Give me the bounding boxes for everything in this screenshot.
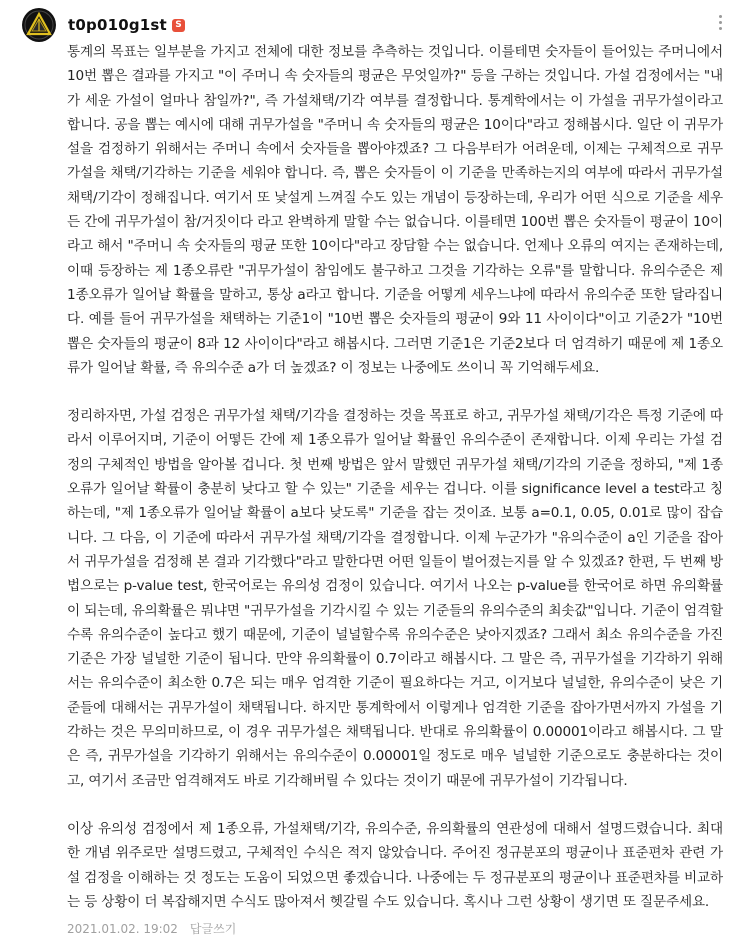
avatar[interactable] bbox=[22, 8, 56, 42]
comment-body bbox=[67, 40, 723, 937]
user-badge: S bbox=[172, 19, 185, 32]
comment-footer bbox=[67, 920, 723, 937]
comment-paragraph: 이상 유의성 검정에서 제 1종오류, 가설채택/기각, 유의수준, 유의확률의 연관성에 대해서 설명드렸습니다. 최대한 개념 위주로만 설명드렸고, 구체적인 수식은 적지 않았습니다. 주어진 정규분포의 평균이나 표준편차 관련 가설 검정을 이해하는 것 정도는 도움이 되었으면 좋겠습니다. 나중에는 두 정규분포의 평균이나 표준편차를 비교하는 등 상황이 더 복잡해지면 수식도 많아져서 헷갈릴 수도 있습니다. 혹시나 그런 상황이 생기면 또 질문주세요. bbox=[67, 820, 723, 910]
more-vertical-icon[interactable] bbox=[711, 10, 729, 34]
comment-header bbox=[22, 7, 185, 43]
triangle-emblem-icon bbox=[24, 10, 54, 40]
comment-paragraph: 통계의 목표는 일부분을 가지고 전체에 대한 정보를 추측하는 것입니다. 이를테면 숫자들이 들어있는 주머니에서 10번 뽑은 결과를 가지고 "이 주머니 속 숫자들의 평균은 무엇일까?" 등을 구하는 것입니다. 가설 검정에서는 "내가 세운 가설이 얼마나 참일까?", 즉 가설채택/기각 여부를 결정합니다. 통계학에서는 이 가설을 귀무가설이라고 합니다. 공을 뽑는 예시에 대해 귀무가설을 "주머니 속 숫자들의 평균은 10이다"라고 정해봅시다. 일단 이 귀무가설을 검정하기 위해서는 주머니 속에서 숫자들을 뽑아야겠죠? 그 다음부터가 어려운데, 이제는 구체적으로 귀무가설을 채택/기각하는 기준을 세워야 합니다. 즉, 뽑은 숫자들이 이 기준을 만족하는지의 여부에 따라서 귀무가설 채택/기각이 정해집니다. 여기서 또 낯설게 느껴질 수도 있는 개념이 등장하는데, 우리가 어떤 식으로 기준을 세우든 간에 귀무가설이 참/거짓이다 라고 완벽하게 말할 수는 없습니다. 이를테면 100번 뽑은 숫자들이 평균이 10이라고 해서 "주머니 속 숫자들의 평균 또한 10이다"라고 장담할 수는 없습니다. 언제나 오류의 여지는 존재하는데, 이때 등장하는 제 1종오류란 "귀무가설이 참임에도 불구하고 그것을 기각하는 오류"를 말합니다. 유의수준은 제 1종오류가 일어날 확률을 말하고, 통상 a라고 합니다. 기준을 어떻게 세우느냐에 따라서 유의수준 또한 달라집니다. 예를 들어 귀무가설을 채택하는 기준1이 "10번 뽑은 숫자들의 평균이 9와 11 사이이다"이고 기준2가 "10번 뽑은 숫자들의 평균이 8과 12 사이이다"라고 해봅시다. 그러면 기준1은 기준2보다 더 엄격하기 때문에 제 1종오류가 일어날 확률, 즉 유의수준 a가 더 높겠죠? 이 정보는 나중에도 쓰이니 꼭 기억해두세요. bbox=[67, 44, 723, 376]
comment-timestamp: 2021.01.02. 19:02 bbox=[67, 921, 178, 936]
reply-button[interactable]: 답글쓰기 bbox=[189, 922, 237, 937]
comment-paragraph: 정리하자면, 가설 검정은 귀무가설 채택/기각을 결정하는 것을 목표로 하고, 귀무가설 채택/기각은 특정 기준에 따라서 이루어지며, 기준이 어떻든 간에 제 1종오류가 일어날 확률인 유의수준이 존재합니다. 이제 우리는 가설 검정의 구체적인 방법을 알아볼 겁니다. 첫 번째 방법은 앞서 말했던 귀무가설 채택/기각의 기준을 정하되, "제 1종오류가 일어날 확률이 충분히 낮다고 할 수 있는" 기준을 세우는 겁니다. 이를 significance level a test라고 칭하는데, "제 1종오류가 일어날 확률이 a보다 낮도록" 기준을 잡는 것이죠. 보통 a=0.1, 0.05, 0.01로 많이 잡습니다. 그 다음, 이 기준에 따라서 귀무가설 채택/기각을 결정합니다. 이제 누군가가 "유의수준이 a인 기준을 잡아서 귀무가설을 검정해 본 결과 기각했다"라고 말한다면 어떤 일들이 벌어졌는지를 알 수 있겠죠? 한편, 두 번째 방법으로는 p-value test, 한국어로는 유의성 검정이 있습니다. 여기서 나오는 p-value를 한국어로 하면 유의확률이 되는데, 유의확률은 뭐냐면 "귀무가설을 기각시킬 수 있는 기준들의 유의수준의 최솟값"입니다. 기준이 엄격할수록 유의수준이 높다고 했기 때문에, 기준이 널널할수록 유의수준은 낮아지겠죠? 그래서 최소 유의수준을 가진 기준은 가장 널널한 기준이 됩니다. 만약 유의확률이 0.7이라고 해봅시다. 그 말은 즉, 귀무가설을 기각하기 위해서는 유의수준이 최소한 0.7은 되는 매우 엄격한 기준이 필요하다는 거고, 이거보다 널널한, 유의수준이 낮은 기준들에 대해서는 귀무가설이 채택됩니다. 하지만 통계학에서 이렇게나 엄격한 기준을 잡아가면서까지 가설을 기각하는 것은 무의미하므로, 이 경우 귀무가설은 채택됩니다. 반대로 유의확률이 0.00001이라고 해봅시다. 그 말은 즉, 귀무가설을 기각하기 위해서는 유의수준이 0.00001일 정도로 매우 널널한 기준으로도 충분하다는 것이고, 여기서 조금만 엄격해져도 바로 기각해버릴 수 있다는 것이기 때문에 귀무가설이 기각됩니다. bbox=[67, 408, 723, 789]
username[interactable]: t0p010g1st bbox=[68, 16, 167, 34]
